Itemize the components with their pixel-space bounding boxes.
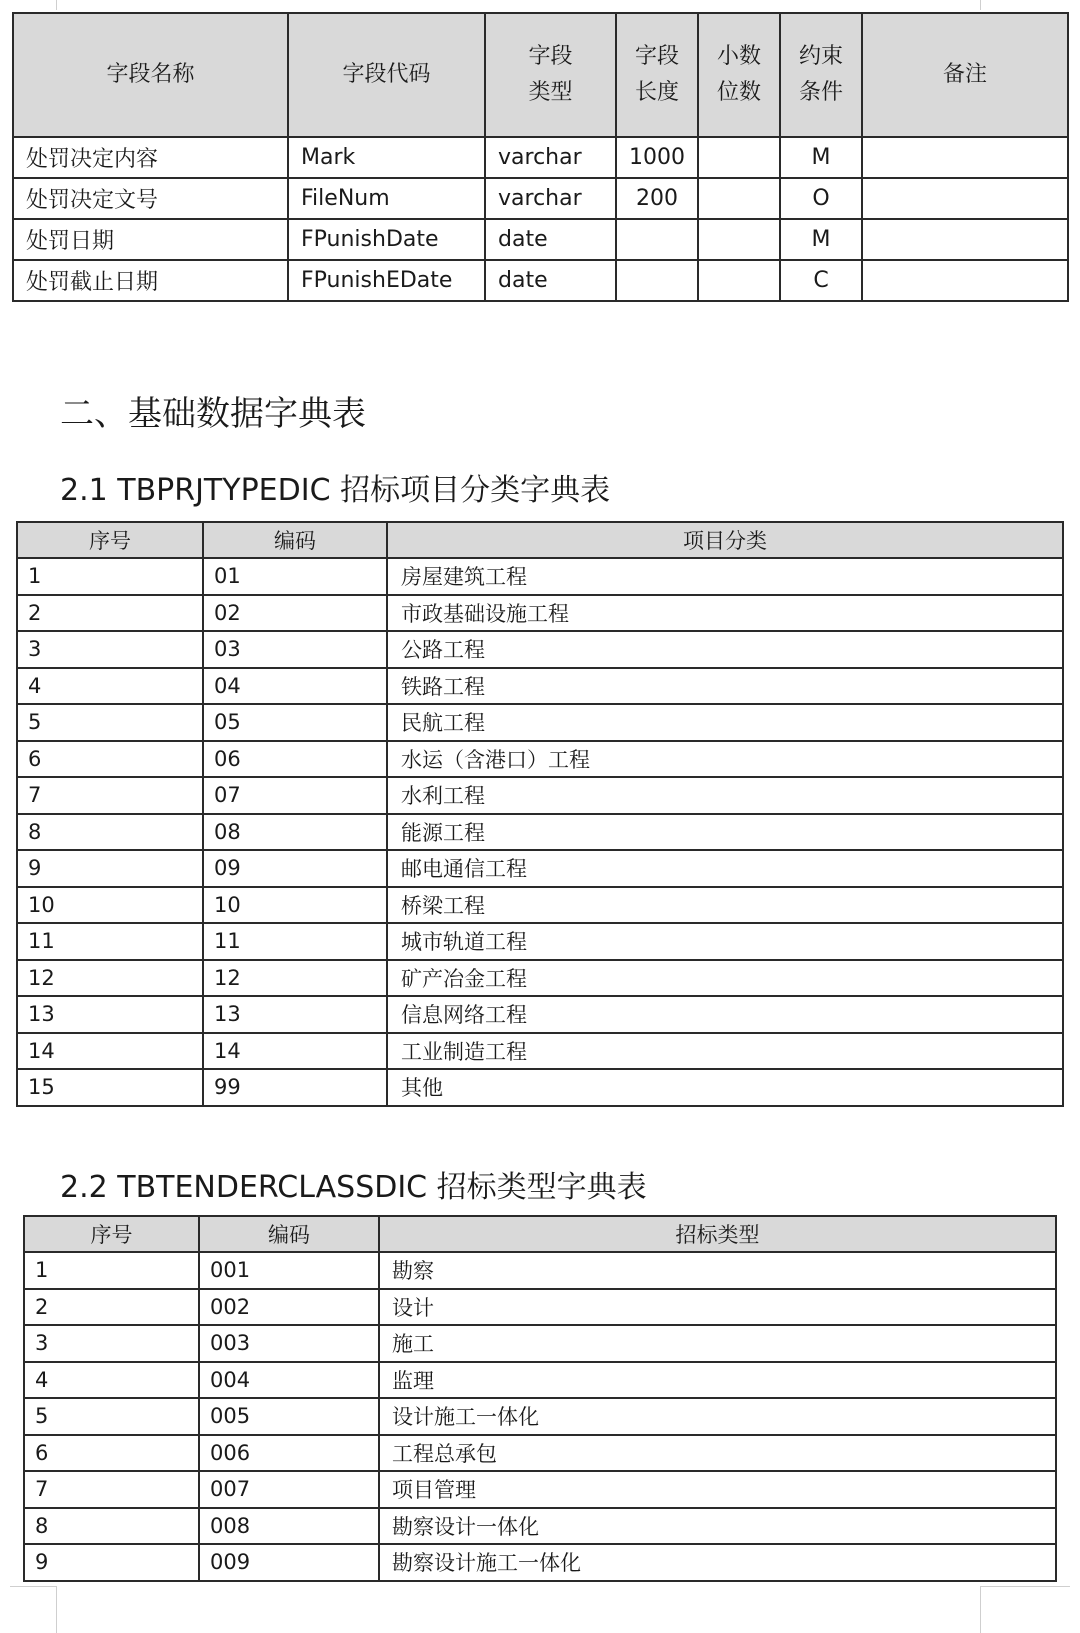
cell-serial: 5 [24, 1398, 199, 1435]
page-corner-mark [10, 1586, 56, 1587]
cell-field-code: FPunishEDate [288, 260, 485, 301]
table-row [17, 777, 1063, 814]
cell-code: 07 [203, 777, 387, 814]
table-row [17, 923, 1063, 960]
cell-category: 邮电通信工程 [387, 850, 1063, 887]
cell-category: 矿产冶金工程 [387, 960, 1063, 997]
cell-field-type: date [485, 260, 616, 301]
page-corner-mark [980, 1586, 981, 1633]
table-row [17, 558, 1063, 595]
cell-field-name: 处罚日期 [13, 219, 288, 260]
cell-code: 003 [199, 1325, 379, 1362]
cell-decimal [698, 178, 780, 219]
cell-code: 10 [203, 887, 387, 924]
subsection-heading-tender-class: 2.2 TBTENDERCLASSDIC 招标类型字典表 [60, 1170, 647, 1205]
cell-code: 007 [199, 1471, 379, 1508]
header-constraint: 约束 条件 [780, 13, 862, 137]
page-corner-mark [56, 0, 57, 10]
cell-code: 001 [199, 1252, 379, 1289]
cell-category: 设计 [379, 1289, 1056, 1326]
cell-constraint: M [780, 137, 862, 178]
cell-category: 设计施工一体化 [379, 1398, 1056, 1435]
cell-serial: 1 [24, 1252, 199, 1289]
table-row [24, 1325, 1056, 1362]
cell-serial: 1 [17, 558, 203, 595]
cell-serial: 13 [17, 996, 203, 1033]
cell-code: 01 [203, 558, 387, 595]
cell-field-length: 1000 [616, 137, 698, 178]
cell-field-type: date [485, 219, 616, 260]
cell-category: 能源工程 [387, 814, 1063, 851]
cell-serial: 2 [24, 1289, 199, 1326]
cell-serial: 2 [17, 595, 203, 632]
cell-field-name: 处罚截止日期 [13, 260, 288, 301]
cell-serial: 11 [17, 923, 203, 960]
cell-remark [862, 260, 1068, 301]
cell-serial: 6 [24, 1435, 199, 1472]
project-type-dictionary-table [16, 521, 1064, 1107]
cell-constraint: M [780, 219, 862, 260]
cell-category: 勘察设计一体化 [379, 1508, 1056, 1545]
table-row [24, 1289, 1056, 1326]
cell-remark [862, 178, 1068, 219]
cell-code: 008 [199, 1508, 379, 1545]
tender-class-rows [24, 1252, 1056, 1581]
header-field-type: 字段 类型 [485, 13, 616, 137]
header-field-length: 字段 长度 [616, 13, 698, 137]
cell-field-length [616, 219, 698, 260]
header-tender-type: 招标类型 [379, 1216, 1056, 1252]
cell-category: 项目管理 [379, 1471, 1056, 1508]
cell-code: 11 [203, 923, 387, 960]
cell-remark [862, 219, 1068, 260]
cell-category: 工程总承包 [379, 1435, 1056, 1472]
cell-category: 勘察设计施工一体化 [379, 1544, 1056, 1581]
cell-field-name: 处罚决定文号 [13, 178, 288, 219]
cell-category: 铁路工程 [387, 668, 1063, 705]
table-header-row [24, 1216, 1056, 1252]
tender-class-dictionary-table [23, 1215, 1057, 1582]
table-row [24, 1398, 1056, 1435]
table-row [17, 1033, 1063, 1070]
cell-code: 99 [203, 1069, 387, 1106]
cell-code: 002 [199, 1289, 379, 1326]
cell-code: 02 [203, 595, 387, 632]
page-corner-mark [56, 1586, 57, 1633]
project-type-rows [17, 558, 1063, 1106]
cell-serial: 8 [24, 1508, 199, 1545]
cell-serial: 14 [17, 1033, 203, 1070]
table-header-row [17, 522, 1063, 558]
cell-field-code: FileNum [288, 178, 485, 219]
table-row [17, 704, 1063, 741]
cell-code: 006 [199, 1435, 379, 1472]
cell-serial: 9 [24, 1544, 199, 1581]
table-row [17, 631, 1063, 668]
cell-serial: 12 [17, 960, 203, 997]
cell-code: 04 [203, 668, 387, 705]
cell-code: 004 [199, 1362, 379, 1399]
cell-category: 城市轨道工程 [387, 923, 1063, 960]
cell-serial: 10 [17, 887, 203, 924]
cell-constraint: O [780, 178, 862, 219]
cell-category: 其他 [387, 1069, 1063, 1106]
table-row [17, 668, 1063, 705]
cell-code: 06 [203, 741, 387, 778]
header-field-code: 字段代码 [288, 13, 485, 137]
cell-category: 信息网络工程 [387, 996, 1063, 1033]
page-corner-mark [980, 1586, 1070, 1587]
header-code: 编码 [203, 522, 387, 558]
header-project-category: 项目分类 [387, 522, 1063, 558]
table-row [24, 1544, 1056, 1581]
cell-decimal [698, 219, 780, 260]
cell-serial: 6 [17, 741, 203, 778]
section-heading: 二、基础数据字典表 [60, 394, 366, 434]
cell-constraint: C [780, 260, 862, 301]
cell-field-code: FPunishDate [288, 219, 485, 260]
cell-field-type: varchar [485, 137, 616, 178]
subsection-heading-prj-type: 2.1 TBPRJTYPEDIC 招标项目分类字典表 [60, 473, 611, 508]
cell-remark [862, 137, 1068, 178]
cell-code: 005 [199, 1398, 379, 1435]
header-decimal-places: 小数 位数 [698, 13, 780, 137]
cell-category: 水运（含港口）工程 [387, 741, 1063, 778]
cell-category: 民航工程 [387, 704, 1063, 741]
cell-code: 09 [203, 850, 387, 887]
table-row [13, 260, 1068, 301]
cell-field-code: Mark [288, 137, 485, 178]
cell-serial: 7 [17, 777, 203, 814]
table-row [24, 1252, 1056, 1289]
table-row [17, 595, 1063, 632]
table-row [17, 960, 1063, 997]
cell-category: 市政基础设施工程 [387, 595, 1063, 632]
table-row [17, 1069, 1063, 1106]
cell-code: 13 [203, 996, 387, 1033]
cell-serial: 5 [17, 704, 203, 741]
page-corner-mark [980, 0, 981, 10]
cell-category: 公路工程 [387, 631, 1063, 668]
cell-serial: 9 [17, 850, 203, 887]
table-row [24, 1508, 1056, 1545]
cell-code: 009 [199, 1544, 379, 1581]
cell-category: 桥梁工程 [387, 887, 1063, 924]
cell-serial: 4 [24, 1362, 199, 1399]
cell-decimal [698, 137, 780, 178]
header-serial: 序号 [24, 1216, 199, 1252]
table-row [17, 850, 1063, 887]
header-remark: 备注 [862, 13, 1068, 137]
cell-category: 施工 [379, 1325, 1056, 1362]
table-row [17, 814, 1063, 851]
cell-category: 房屋建筑工程 [387, 558, 1063, 595]
cell-field-name: 处罚决定内容 [13, 137, 288, 178]
cell-category: 水利工程 [387, 777, 1063, 814]
cell-code: 03 [203, 631, 387, 668]
cell-category: 监理 [379, 1362, 1056, 1399]
cell-serial: 3 [24, 1325, 199, 1362]
field-definition-table [12, 12, 1069, 302]
cell-field-length: 200 [616, 178, 698, 219]
header-field-name: 字段名称 [13, 13, 288, 137]
cell-serial: 15 [17, 1069, 203, 1106]
cell-code: 12 [203, 960, 387, 997]
cell-serial: 8 [17, 814, 203, 851]
cell-field-type: varchar [485, 178, 616, 219]
cell-serial: 3 [17, 631, 203, 668]
table-row [13, 219, 1068, 260]
table-row [24, 1471, 1056, 1508]
cell-category: 工业制造工程 [387, 1033, 1063, 1070]
cell-serial: 4 [17, 668, 203, 705]
cell-field-length [616, 260, 698, 301]
cell-code: 05 [203, 704, 387, 741]
header-serial: 序号 [17, 522, 203, 558]
table-header-row [13, 13, 1068, 137]
cell-code: 14 [203, 1033, 387, 1070]
table-row [13, 178, 1068, 219]
cell-code: 08 [203, 814, 387, 851]
cell-category: 勘察 [379, 1252, 1056, 1289]
header-code: 编码 [199, 1216, 379, 1252]
table-row [17, 996, 1063, 1033]
table-row [24, 1362, 1056, 1399]
table-row [24, 1435, 1056, 1472]
table-row [17, 887, 1063, 924]
table-row [17, 741, 1063, 778]
cell-serial: 7 [24, 1471, 199, 1508]
table-row [13, 137, 1068, 178]
cell-decimal [698, 260, 780, 301]
